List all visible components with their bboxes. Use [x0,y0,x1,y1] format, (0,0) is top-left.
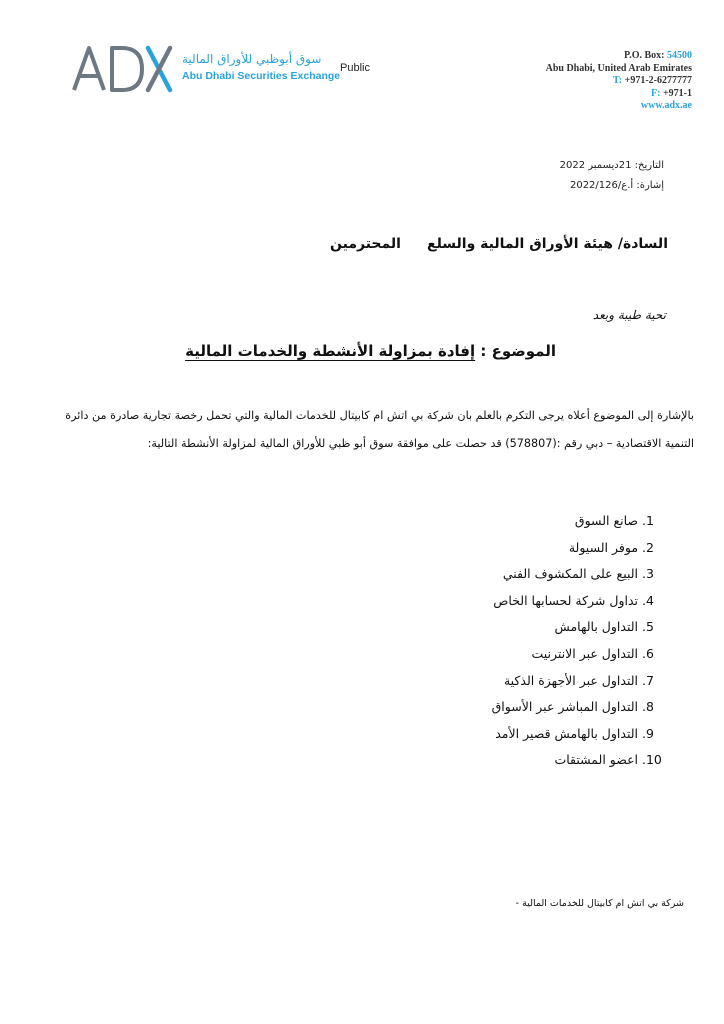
adx-logo-mark [70,40,174,96]
addressee-name: السادة/ هيئة الأوراق المالية والسلع [427,236,668,252]
list-item-label: البيع على المكشوف الفني [502,566,639,582]
list-item-number: 10. [642,752,662,768]
list-item-label: التداول عبر الأجهزة الذكية [503,672,639,688]
list-item-number: 7. [642,672,654,688]
list-item-number: 4. [642,592,654,608]
list-item-label: اعضو المشتقات [554,752,639,768]
adx-logo [70,40,341,96]
list-item [492,535,668,562]
list-item-number: 2. [642,539,654,555]
subject-separator: : [480,342,487,360]
po-box-line [546,50,692,63]
list-item-label: التداول بالهامش [554,619,639,635]
list-item [492,588,668,615]
fax-line [546,88,692,101]
fax-label: F: [651,87,661,99]
list-item-label: صانع السوق [574,513,639,528]
greeting: تحية طيبة وبعد [592,308,666,322]
list-item [492,614,668,641]
contact-block [546,50,692,113]
po-box-label: P.O. Box: [624,50,665,61]
subject-line [185,342,556,360]
logo-english-name: Abu Dhabi Securities Exchange [182,70,341,82]
list-item-label: التداول عبر الانترنيت [531,645,639,661]
list-item-label: التداول بالهامش قصير الأمد [495,725,639,741]
addressee-honorific: المحترمين [330,236,401,252]
logo-arabic-name: سوق أبوظبي للأوراق المالية [182,52,322,66]
list-item [492,694,668,721]
body-line-1: بالإشارة إلى الموضوع أعلاه يرجى التكرم بالعلم بان شركة بي اتش ام كابيتال للخدمات المالية والتي تحمل رخصة تجارية صادرة من دائرة [65,409,694,422]
list-item-label: التداول المباشر عبر الأسواق [491,699,639,715]
list-item-label: موفر السيولة [568,539,639,555]
list-item-label: تداول شركة لحسابها الخاص [493,592,639,608]
list-item-number: 1. [642,513,654,528]
body-line-2: التنمية الاقتصادية – دبي رقم :(578807) قد حصلت على موافقة سوق أبو ظبي للأوراق المالية لمزاولة الأنشطة التالية: [147,437,694,450]
subject-text: إفادة بمزاولة الأنشطة والخدمات المالية [185,342,476,360]
list-item-number: 9. [642,725,654,741]
footer-note-text: شركة بي اتش ام كابيتال للخدمات المالية [522,898,684,909]
list-item-number: 8. [642,699,654,715]
list-item [492,747,668,774]
po-box-value: 54500 [667,50,692,61]
list-item [492,641,668,668]
activities-list [492,508,668,774]
website-link[interactable]: www.adx.ae [640,100,692,111]
list-item-number: 3. [642,566,654,582]
body-paragraph [54,402,694,458]
list-item [492,668,668,695]
letter-reference: إشارة: أ.ع/2022/126 [569,180,664,191]
fax-value: +971-1 [662,87,692,99]
list-item [492,721,668,748]
list-item [492,508,668,535]
footer-dash: - [515,898,520,909]
classification-label: Public [340,62,370,74]
list-item [492,561,668,588]
location-line: Abu Dhabi, United Arab Emirates [545,62,692,74]
tel-label: T: [612,75,623,86]
subject-label: الموضوع [491,342,556,360]
tel-line [546,75,692,88]
list-item-number: 5. [642,619,654,635]
letter-date: التاريخ: 21ديسمبر 2022 [559,160,664,171]
list-item-number: 6. [642,645,654,661]
footer-note [498,898,684,909]
tel-value: +971-2-6277777 [624,75,692,86]
